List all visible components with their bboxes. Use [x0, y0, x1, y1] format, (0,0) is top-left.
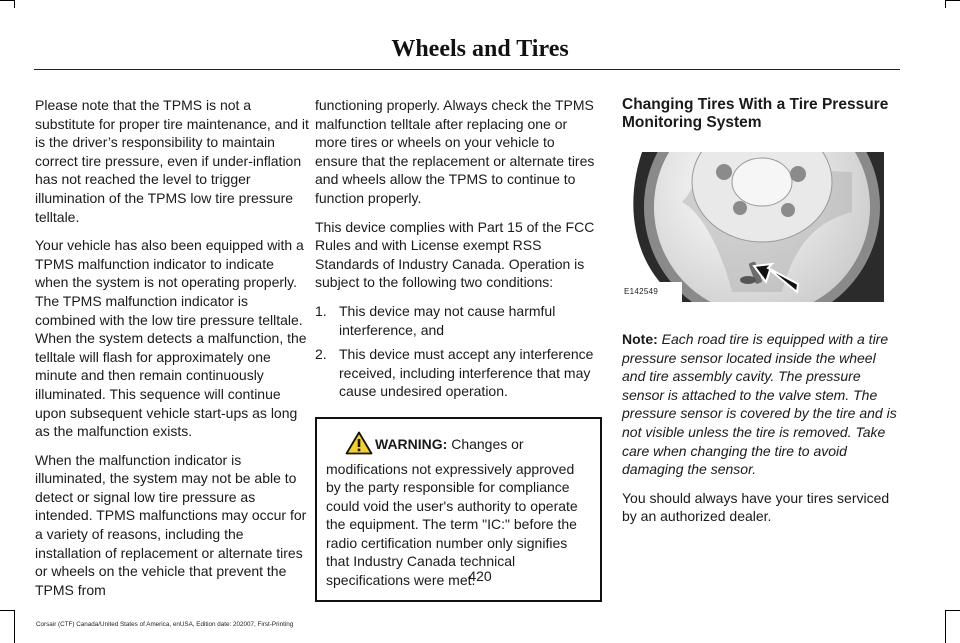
warning-text: Changes or modifications not expressively approved by the party responsible for compliance could void the user's authority to operate the equipment. The term "IC:" before the radio certification number only signifies that Industry Canada technical specifications were met. [326, 435, 578, 589]
list-text: This device must accept any interference received, including interference that may cause undesired operation. [339, 346, 594, 400]
column-middle [315, 96, 601, 602]
note-paragraph [622, 330, 898, 479]
wheel-illustration-image [622, 152, 884, 302]
crop-mark [14, 0, 15, 8]
note-label: Note: [622, 331, 658, 347]
list-text: This device may not cause harmful interference, and [339, 302, 556, 338]
section-title: Changing Tires With a Tire Pressure Monitoring System [622, 96, 889, 131]
list-item [315, 345, 601, 401]
warning-triangle-icon [345, 431, 373, 460]
crop-mark [945, 610, 946, 643]
header-rule [34, 69, 900, 70]
figure-id: E142549 [624, 287, 659, 297]
page-number: 420 [468, 568, 492, 584]
conditions-list [315, 302, 601, 401]
note-text: Each road tire is equipped with a tire pressure sensor located inside the wheel and tire assembly cavity. The pressure sensor is attached to the valve stem. The pressure sensor is covered by the tire and is not visible unless the tire is removed. Take care when changing the tire to avoid damaging the sensor. [622, 331, 897, 478]
paragraph: When the malfunction indicator is illuminated, the system may not be able to detect or signal low tire pressure as intended. TPMS malfunctions may occur for a variety of reasons, including the installation of replacement or alternate tires or wheels on the vehicle that prevent the TPMS from [35, 451, 307, 598]
list-number: 2. [315, 346, 327, 363]
crop-mark [0, 610, 14, 611]
list-number: 1. [315, 302, 327, 319]
paragraph: Please note that the TPMS is not a substitute for proper tire maintenance, and it is the driver’s responsibility to maintain correct tire pressure, even if under-inflation has not reached the level to trigger illumination of the TPMS low tire pressure telltale. [35, 97, 309, 225]
paragraph: Your vehicle has also been equipped with a TPMS malfunction indicator to indicate when the system is not operating properly. The TPMS malfunction indicator is combined with the low tire pressure telltale. When the system detects a malfunction, the telltale will flash for approximately one minute and then remain continuously illuminated. This sequence will continue upon subsequent vehicle start-ups as long as the malfunction exists. [35, 237, 307, 440]
paragraph: functioning properly. Always check the TPMS malfunction telltale after replacing one or more tires or wheels on your vehicle to ensure that the replacement or alternate tires and wheels allow the TPMS to continue to function properly. [315, 97, 595, 206]
column-right [622, 96, 898, 536]
crop-mark [946, 610, 960, 611]
wheel-valve-illustration [622, 152, 884, 302]
column-left [35, 96, 309, 609]
footer-edition-info: Corsair (CTF) Canada/United States of America, enUSA, Edition date: 202007, First-Printing [36, 621, 294, 628]
page-title: Wheels and Tires [391, 36, 569, 62]
crop-mark [945, 0, 946, 8]
crop-mark [14, 610, 15, 643]
list-item [315, 302, 601, 339]
crop-mark [946, 0, 960, 1]
crop-mark [0, 0, 14, 1]
paragraph: You should always have your tires serviced by an authorized dealer. [622, 489, 890, 525]
warning-label: WARNING: [375, 435, 448, 452]
paragraph: This device complies with Part 15 of the FCC Rules and with License exempt RSS Standards of Industry Canada. Operation is subject to the following two conditions: [315, 218, 595, 291]
